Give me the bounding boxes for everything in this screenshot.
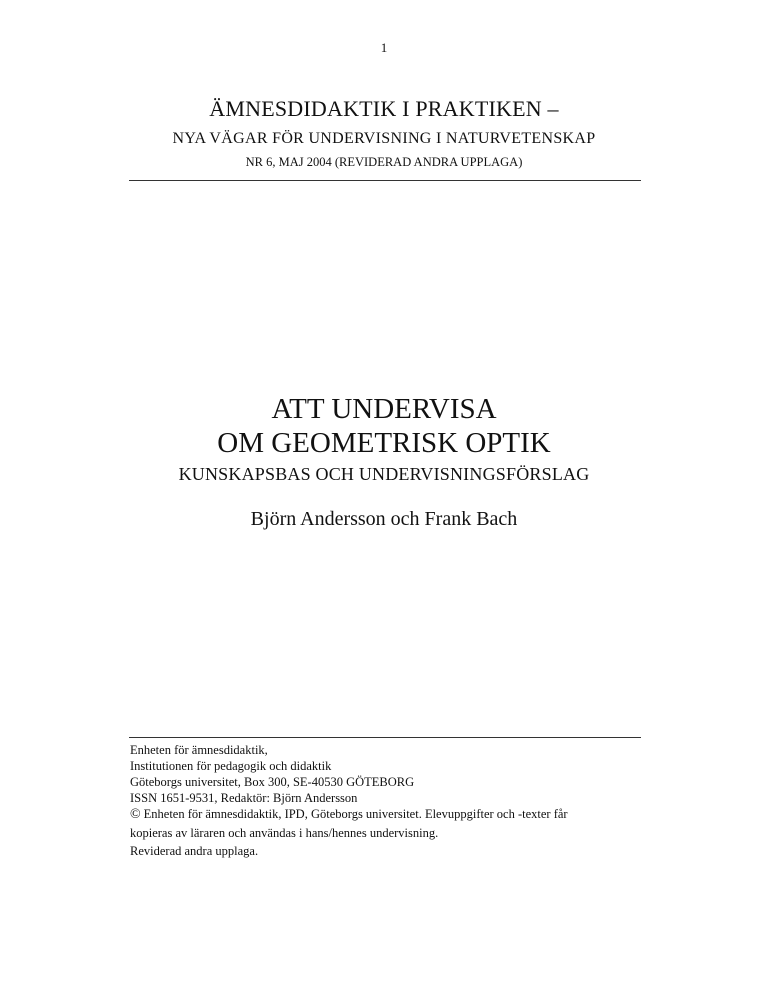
imprint-line: ISSN 1651-9531, Redaktör: Björn Andersson <box>130 791 358 805</box>
issue-line: NR 6, MAJ 2004 (REVIDERAD ANDRA UPPLAGA) <box>245 155 523 169</box>
copyright-line-2: kopieras av läraren och användas i hans/hennes undervisning. <box>130 826 439 840</box>
authors: Björn Andersson och Frank Bach <box>250 508 518 530</box>
series-title: ÄMNESDIDAKTIK I PRAKTIKEN – <box>209 96 559 121</box>
edition-note: Reviderad andra upplaga. <box>130 844 259 858</box>
imprint-line: Institutionen för pedagogik och didaktik <box>130 759 332 773</box>
book-subtitle: KUNSKAPSBAS OCH UNDERVISNINGSFÖRSLAG <box>178 464 590 484</box>
imprint-block <box>130 742 650 806</box>
footer-divider <box>129 737 641 738</box>
copyright-line-1 <box>130 805 660 824</box>
series-subtitle: NYA VÄGAR FÖR UNDERVISNING I NATURVETENSKAP <box>172 130 596 147</box>
imprint-line: Göteborgs universitet, Box 300, SE-40530 GÖTEBORG <box>130 775 415 789</box>
header-divider <box>129 180 641 181</box>
copyright-text: Enheten för ämnesdidaktik, IPD, Göteborgs universitet. Elevuppgifter och -texter får <box>143 807 568 821</box>
imprint-line: Enheten för ämnesdidaktik, <box>130 743 268 757</box>
book-title-line-2: OM GEOMETRISK OPTIK <box>217 427 551 459</box>
copyright-icon: © <box>130 807 141 822</box>
page-number: 1 <box>380 40 388 55</box>
copyright-notice <box>130 805 660 860</box>
book-title-line-1: ATT UNDERVISA <box>271 393 497 425</box>
